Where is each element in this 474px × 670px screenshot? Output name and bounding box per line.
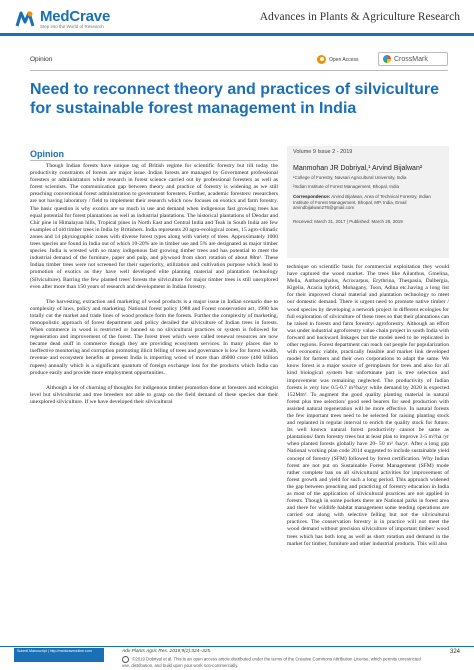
affiliation-1: ¹College of Forestry, Navsari Agricultural University, India bbox=[293, 175, 407, 180]
article-info-box bbox=[287, 146, 449, 258]
opinion-divider bbox=[30, 160, 278, 161]
body-paragraph: Though Indian forests have unique tag of British regime for scientific forestry but till today the productivity constraints of forests are major issue. Indian forests are managed by Government professional foresters or administrators while research in forest science carried out by professional foresters as well as forest scientists. The communication gap between theory and practice of forestry is widening as we still preaching conventional forest administration to government foresters. Further, academic foresters/ researchers are not having laboratory / field to implement their research which now focuses on exotics and farm forestry. The basic question is why exotics are so much in use and demand when indigenous fast growing trees has equal potential for forest plantations as well as industrial plantations. The historical plantations of Deodar and Chir pine in Himalayan hills, Tropical pines in North East and Central India and Teak in South India are few examples of old timber trees in India by Britishers. India represents 20 agro-ecological zones, 15 agro-climatic zones and 14 physiographic zones with diverse forest types along with variety of trees. Approximately 1000 trees species are found in India out of which 10-20% are in timber use and 5% are designated as major timber species. India is wrested with so many indigenous fast growing timber trees and has potential to meet the industrial demand of the furniture, paper and pulp, and plywood from short rotation of about 88m³. These Indian timber trees were not screened for their superiority, utilization and cultivation purpose which lead to promotion of exotics as they have well developed elite planting material and plantation technology (Silviculture). Barring the few planted trees' forests the silviculture for major timber trees is still unexplored even after more than 150 years of research and development in Indian forestry. bbox=[30, 163, 278, 290]
open-access-badge bbox=[317, 55, 358, 64]
paper-title: Need to reconnect theory and practices of silviculture for sustainable forest management in India bbox=[30, 81, 439, 117]
body-paragraph: Although a lot of churning of thoughts for indigenous timber promotion done at foresters and ecologist level but silviculturist and tree breeders not able to grasp on the field demand of these species due their unexplored silviculture. If we have developed their silvicultural bbox=[30, 384, 278, 405]
correspondence-text: Arvind Bijalwan, Area of Technical Forestry, Indian Institute of Forest Management, Bhopal, MP, India, Email arvindbijalwan276@gmail.com bbox=[293, 194, 431, 210]
section-label: Opinion bbox=[30, 56, 53, 63]
journal-title: Advances in Plants & Agriculture Research bbox=[259, 11, 460, 23]
open-access-icon bbox=[317, 55, 326, 64]
license-statement: ©2019 Dobriyal et al. This is an open access article distributed under the terms of the Creative Commons Attribution License, which permits unrestricted use, distribution, and build upon your work non-commercially. bbox=[122, 656, 421, 668]
footer-divider bbox=[0, 646, 474, 647]
submit-manuscript-link[interactable]: Submit Manuscript | http://medcraveonline.com bbox=[14, 648, 104, 662]
body-paragraph: technique on scientific basis for commercial exploitation they would have captured the wood market. The trees like Ailanthus, Gmelina, Melia, Anthocephalus, Acrocarpus, Erythrina, Thespasia, Dalbergia, Kigelia, Acacia hybrid, Mohagany, Toon, Adina etc.having a long list for their improved clonal material and plantation technology to meet our domestic demand. There is urgent need to promote native timber / wood species by developing a network project in different ecologies for full exploration of silviculture of these trees so that their plantations can be raised in forests and farm forestry/ agroforestry. Although an effort was under industrial agroforestry value chain project in south India with forward and backward linkages but the model need to be replicated in other regions. Forest department can reach out people for popularization with economic viable, practically feasible and market link developed model for farmers and their own corporations to adapt the same. We know forest is a major source of germplasm for trees and also for all kind biological system but unfortunate part is tree selection and improvement was remaining neglected. The productivity of Indian forests is very low 0.5-0.7 m³/ha/yr while demand by 2020 is expected 152Mm³. To augment the good quality planting material in natural forest plus tree selection/ good seed bearers for seed production with assisted natural regeneration will be more effective. In natural forests the few important trees need to be selected for raising planting stock and replanted in regular interval to enrich the quality stock for future. Its well known natural forest productivity cannot be same as plantations/ farm forestry trees but at least plan to improve 3-5 m³/ha /yr when planted forests globally have 20- 50 m³ /ha/yr. After a long gap National working plan code 2014 suggested to include sustainable yield concept of forestry (SFM) followed by forest certification. Why Indian forest are not put on Sustainable Forest Management (SFM) mode rather complete ban on all silvicultural activities for improvement of forest growth and yield for such a long period. This approach widened the gap between preaching and practicing of forestry education in India as most of the application of silvicultural practices are not applied in forests. Though in some pockets there are National parks in forest area and there for wildlife habitat management some tending operations are carried out along with selective felling but not the silvicultural practices. The conservation forestry is in practice will not meet the wood demand without precision silviculture of important timber/ wood trees which has both long as well as short rotation and demand in the market for timber, furniture and other industrial products. This will also bbox=[287, 264, 449, 547]
body-paragraph: The harvesting, extraction and marketing of wood products is a major issue in Indian scenario due to complexity of laws, policy and marketing. National forest policy 1988 and Forest conservation act, 1980 has totally cut the market and trade lines of wood produce form the forests. Further the complexity of marketing, monopolistic approach of forest department and policy derailed the silviculture of Indian trees in forests. When commerce in wood is restricted or banned so no silvicultural practices or system is followed for regeneration and improvement of the forest. The forest trees which were called renewal resources are now became dead stuff in commerce though they are providing ecosystem services. In many places due to ineffective monitoring and corruption promoting illicit felling of trees and governance is low for forest wealth, revenue and ecosystem benefits at present India is importing wood of more than 46000 crore (460 billion rupees) annually which is a significant quantum of foreign exchange loss for the products which India can produce easily and provide more employment opportunities. bbox=[30, 298, 278, 376]
crossmark-label: CrossMark bbox=[394, 55, 428, 63]
body-left-column bbox=[30, 163, 278, 414]
medcrave-logo-icon bbox=[14, 8, 36, 30]
logo-tagline: Step into the World of Research bbox=[40, 23, 104, 29]
crossmark-icon bbox=[383, 55, 391, 63]
open-access-label: Open Access bbox=[329, 56, 359, 63]
license-text bbox=[122, 656, 422, 668]
author-list: Manmohan JR Dobriyal,¹ Arvind Bijalwan² bbox=[293, 165, 423, 172]
medcrave-logo[interactable] bbox=[14, 8, 110, 30]
header-divider bbox=[0, 33, 474, 36]
correspondence-label: Correspondence: bbox=[293, 194, 331, 199]
article-dates: Received: March 31, 2017 | Published: March 28, 2019 bbox=[293, 218, 403, 224]
section-divider bbox=[30, 70, 448, 71]
opinion-heading: Opinion bbox=[30, 149, 64, 159]
volume-issue: Volume 9 Issue 2 - 2019 bbox=[293, 149, 353, 155]
crossmark-button[interactable] bbox=[378, 52, 448, 66]
page-number: 324 bbox=[449, 649, 460, 655]
affiliation-2: ²Indian Institute of Forest Management, Bhopal, India bbox=[293, 183, 400, 189]
citation: Adv Plants Agric Res. 2019;9(2):324‒325. bbox=[122, 649, 212, 654]
correspondence bbox=[293, 194, 443, 211]
body-right-column bbox=[287, 264, 449, 556]
logo-name: MedCrave bbox=[40, 7, 111, 25]
creative-commons-icon bbox=[122, 656, 129, 663]
